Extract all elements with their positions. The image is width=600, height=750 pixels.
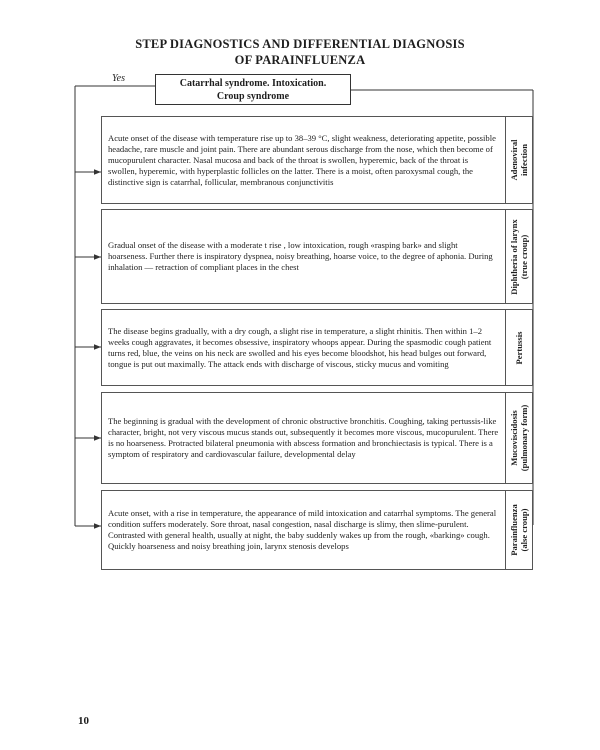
node-pertussis <box>101 309 533 386</box>
root-box-catarrhal-syndrome <box>155 74 351 105</box>
diagnosis-label-line-1: Pertussis <box>514 331 524 364</box>
diagnosis-label-line-2: (pulmonary form) <box>519 404 529 472</box>
node-mucoviscidosis <box>101 392 533 484</box>
node-description: Acute onset of the disease with temperature rise up to 38–39 °C, slight weakness, deteriorating appetite, possible headache, rare muscle and joint pain. There are abundant serous discharge from the nose, which then become of mucopurulent character. Nasal mucosa and back of the throat is swollen, hyperemic, back of the throat is swollen, hyperemic, with hyperplastic follicles on the latter. There is a moist, often paroxysmal cough, the distinctive sign is catarrhal, follicular, membranous conjunctivitis <box>108 132 496 187</box>
node-description: The beginning is gradual with the development of chronic obstructive bronchitis. Coughing, taking pertussis-like character, bright, not very viscous mucus stands out, subsequently it becomes more viscous, mucopurulent. There is no hoarseness. Protracted bilateral pneumonia with abscess formation and bronchiectasis is typical. There is a symptom of respiratory and cardiovascular failure, developmental delay <box>108 416 499 459</box>
diagnosis-label-line-1: Diphtheria of larynx <box>509 218 519 295</box>
node-diagnosis-label <box>505 393 532 483</box>
diagnosis-label-line-2: (alse croup) <box>519 508 529 552</box>
diagnosis-label-line-1: Adenoviral <box>509 139 519 181</box>
node-description: Acute onset, with a rise in temperature, the appearance of mild intoxication and catarrhal symptoms. The general condition suffers moderately. Sore throat, nasal congestion, nasal discharge is slimy, then slime-purulent. Contrasted with general health, usually at night, the baby suddenly wakes up from the rough, «barking» cough. Quickly hoarseness and noisy breathing join, larynx stenosis develops <box>108 508 497 551</box>
node-description: Gradual onset of the disease with a moderate t rise , low intoxication, rough «rasping bark» and slight hoarseness. Further there is inspiratory dyspnea, noisy breathing, hoarse voice, to the degree of aphonia. During inhalation — retraction of compliant places in the chest <box>108 240 493 272</box>
node-diagnosis-label <box>505 117 532 203</box>
root-line-1: Catarrhal syndrome. Intoxication. <box>179 78 327 89</box>
diagnosis-label-line-1: Mucoviscidosis <box>509 410 519 466</box>
node-diagnosis-label <box>505 310 532 385</box>
node-parainfluenza <box>101 490 533 570</box>
title-line-1: STEP DIAGNOSTICS AND DIFFERENTIAL DIAGNOSIS <box>135 37 465 51</box>
yes-label: Yes <box>112 73 125 84</box>
node-description: The disease begins gradually, with a dry cough, a slight rise in temperature, a slight rhinitis. Then within 1–2 weeks cough aggravates, it becomes obsessive, inspiratory whoops appear. During the spasmodic cough patient turns red, blue, the veins on his neck are swolled and his eyes become bloodshot, his head bulges out forward, tongue is put out maximally. The attack ends with discharge of viscous, sticky mucus and vomiting <box>108 325 492 369</box>
node-diagnosis-label <box>505 491 532 569</box>
node-adenoviral-infection <box>101 116 533 204</box>
root-line-2: Croup syndrome <box>216 91 290 102</box>
title-line-2: OF PARAINFLUENZA <box>234 53 366 67</box>
diagnosis-label-line-2: (true croup) <box>519 234 529 279</box>
diagnosis-label-line-2: infection <box>519 144 529 176</box>
node-diagnosis-label <box>505 210 532 303</box>
node-diphtheria-of-larynx <box>101 209 533 304</box>
diagnosis-label-line-1: Parainfluenza <box>509 504 519 556</box>
page-number: 10 <box>78 715 89 727</box>
